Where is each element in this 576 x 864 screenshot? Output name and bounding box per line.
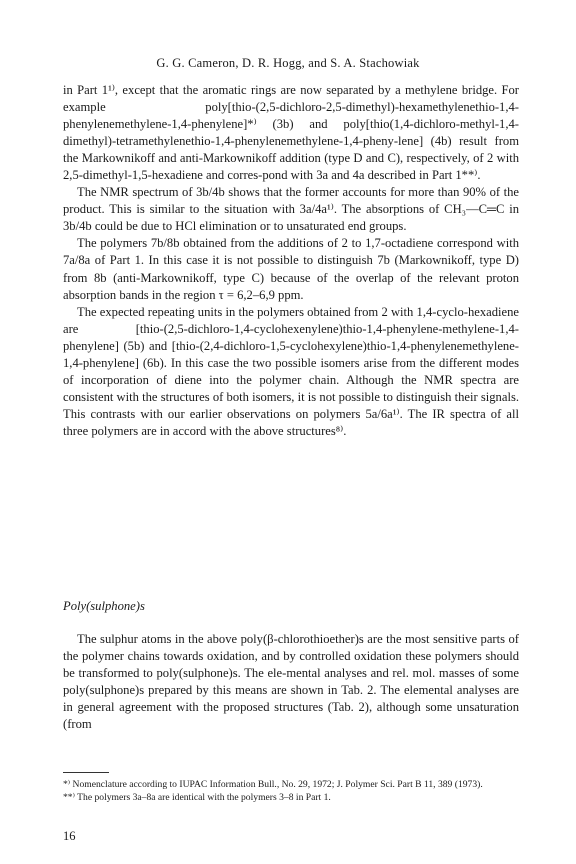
- paragraph-2: The NMR spectrum of 3b/4b shows that the former accounts for more than 90% of the product. This is similar to the situation with 3a/4a¹⁾. The absorptions of CH₃—C═C in 3b/4b could be due to HCl elimination or to unsaturated end groups.: [63, 185, 519, 234]
- footnote-2: **⁾ The polymers 3a–8a are identical with the polymers 3–8 in Part 1.: [63, 792, 331, 803]
- section-heading: Poly(sulphone)s: [63, 599, 145, 613]
- paragraph-4: The expected repeating units in the polymers obtained from 2 with 1,4-cyclo-hexadiene are [thio-(2,5-dichloro-1,4-cyclohexenylene)thio-1,4-phenylene-methylene-1,4-phenylene] (5b) and [thio-(2,4-dichloro-1,5-cyclohexylene)thio-1,4-phenylenemethylene-1,4-phenylene] (6b). In this case the two possible isomers arise from the different modes of incorporation of diene into the polymer chain. Although the NMR spectra are consistent with the structures of both isomers, it is not possible to distinguish their signals. This contrasts with our earlier observations on polymers 5a/6a¹⁾. The IR spectra of all three polymers are in accord with the above structures⁸⁾.: [63, 304, 519, 438]
- section-text: [63, 631, 519, 733]
- page-number: 16: [63, 829, 76, 843]
- running-head: G. G. Cameron, D. R. Hogg, and S. A. Stachowiak: [156, 56, 420, 70]
- paragraph-3: The polymers 7b/8b obtained from the additions of 2 to 1,7-octadiene correspond with 7a/8a of Part 1. In this case it is not possible to distinguish 7b (Markownikoff, type D) from 8b (anti-Markownikoff, type C) because of the overlap of the relevant proton absorption bands in the region τ = 6,2–6,9 ppm.: [63, 236, 519, 302]
- section-paragraph-1: The sulphur atoms in the above poly(β-chlorothioether)s are the most sensitive parts of the polymer chains towards oxidation, and by controlled oxidation these polymers should be transformed to poly(sulphone)s. The ele-mental analyses and rel. mol. masses of some poly(sulphone)s prepared by this means are shown in Tab. 2. The elemental analyses are in general agreement with the proposed structures (Tab. 2), although some unsaturation (from: [63, 632, 519, 732]
- footnote-rule: [63, 772, 109, 773]
- paragraph-1: in Part 1¹⁾, except that the aromatic rings are now separated by a methylene bridge. For example poly[thio-(2,5-dichloro-2,5-dimethyl)-hexamethylenethio-1,4-phenylenemethylene-1,4-phenylene]*⁾ (3b) and poly[thio(1,4-dichloro-methyl-1,4-dimethyl)-tetramethylenethio-1,4-phenylenemethylene-1,4-pheny-lene] (4b) result from the Markownikoff and anti-Markownikoff addition (type D and C), respectively, of 2 with 2,5-dimethyl-1,5-hexadiene and corres-pond with 3a and 4a described in Part 1**⁾.: [63, 83, 519, 183]
- main-text: [63, 82, 519, 440]
- footnotes: [63, 778, 519, 804]
- footnote-1: *⁾ Nomenclature according to IUPAC Information Bull., No. 29, 1972; J. Polymer Sci. Part B 11, 389 (1973).: [63, 779, 483, 790]
